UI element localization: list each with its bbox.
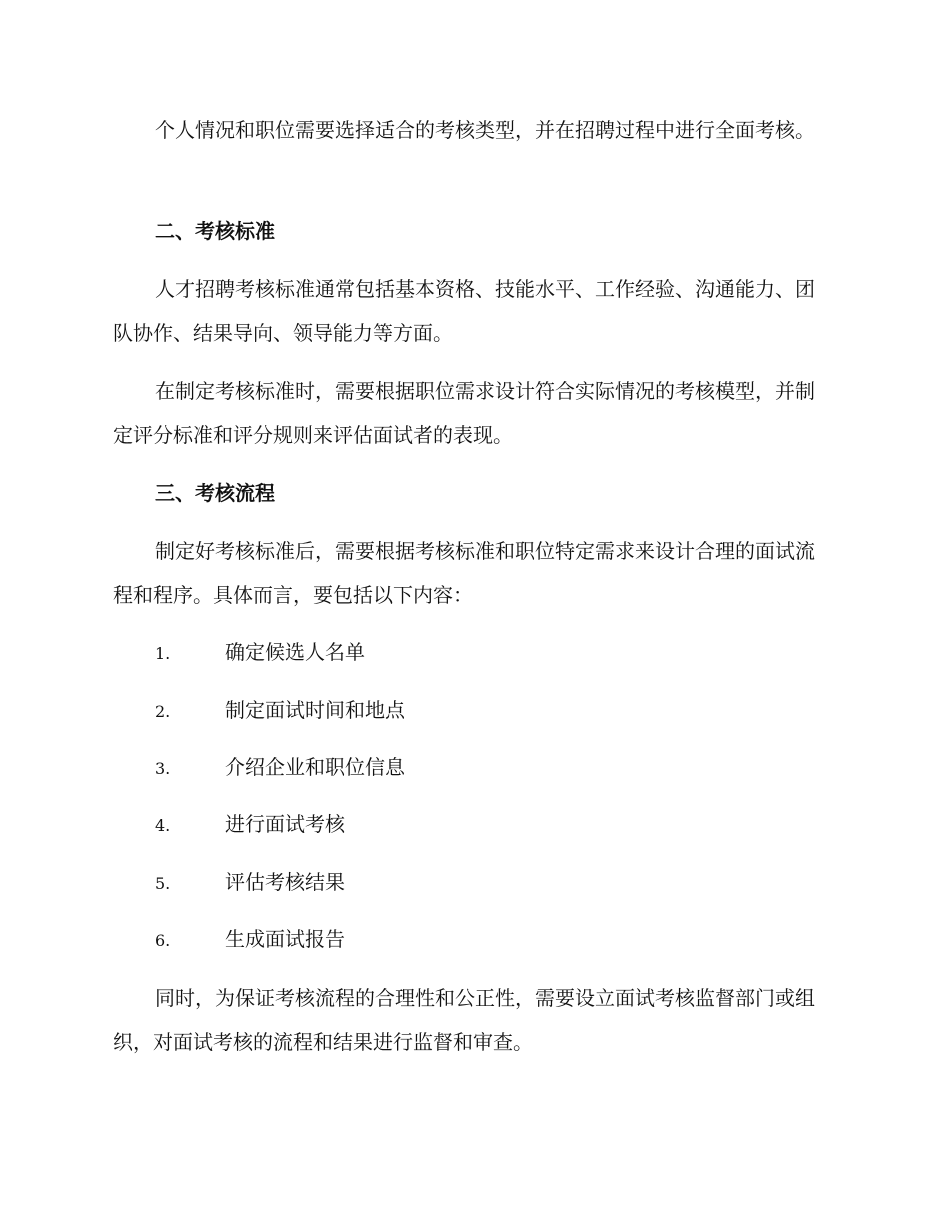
paragraph-supervision: 同时，为保证考核流程的合理性和公正性，需要设立面试考核监督部门或组织，对面试考核的流程和结果进行监督和审查。 — [113, 986, 815, 1054]
list-item-number: 3. — [155, 759, 171, 778]
paragraph-standards-model: 在制定考核标准时，需要根据职位需求设计符合实际情况的考核模型，并制定评分标准和评分规则来评估面试者的表现。 — [113, 379, 815, 447]
list-item — [155, 688, 405, 734]
list-item-text: 评估考核结果 — [225, 870, 345, 894]
paragraph-process-intro: 制定好考核标准后，需要根据考核标准和职位特定需求来设计合理的面试流程和程序。具体而言，要包括以下内容： — [113, 539, 815, 607]
list-item — [155, 860, 345, 906]
paragraph-intro: 个人情况和职位需要选择适合的考核类型，并在招聘过程中进行全面考核。 — [155, 118, 815, 142]
list-item-number: 1. — [155, 644, 171, 663]
list-item-text: 生成面试报告 — [225, 927, 345, 951]
list-item — [155, 630, 365, 676]
list-item-text: 介绍企业和职位信息 — [225, 755, 405, 779]
list-item-number: 2. — [155, 702, 171, 721]
list-item-text: 制定面试时间和地点 — [225, 698, 405, 722]
list-item-text: 进行面试考核 — [225, 812, 345, 836]
list-item-number: 5. — [155, 874, 171, 893]
list-item — [155, 745, 405, 791]
list-item-number: 6. — [155, 931, 171, 950]
list-item-number: 4. — [155, 816, 171, 835]
list-item — [155, 802, 345, 848]
paragraph-standards-content: 人才招聘考核标准通常包括基本资格、技能水平、工作经验、沟通能力、团队协作、结果导向、领导能力等方面。 — [113, 277, 815, 345]
list-item-text: 确定候选人名单 — [225, 640, 365, 664]
section-heading-standards: 二、考核标准 — [155, 219, 275, 243]
list-item — [155, 917, 345, 963]
section-heading-process: 三、考核流程 — [155, 481, 275, 505]
